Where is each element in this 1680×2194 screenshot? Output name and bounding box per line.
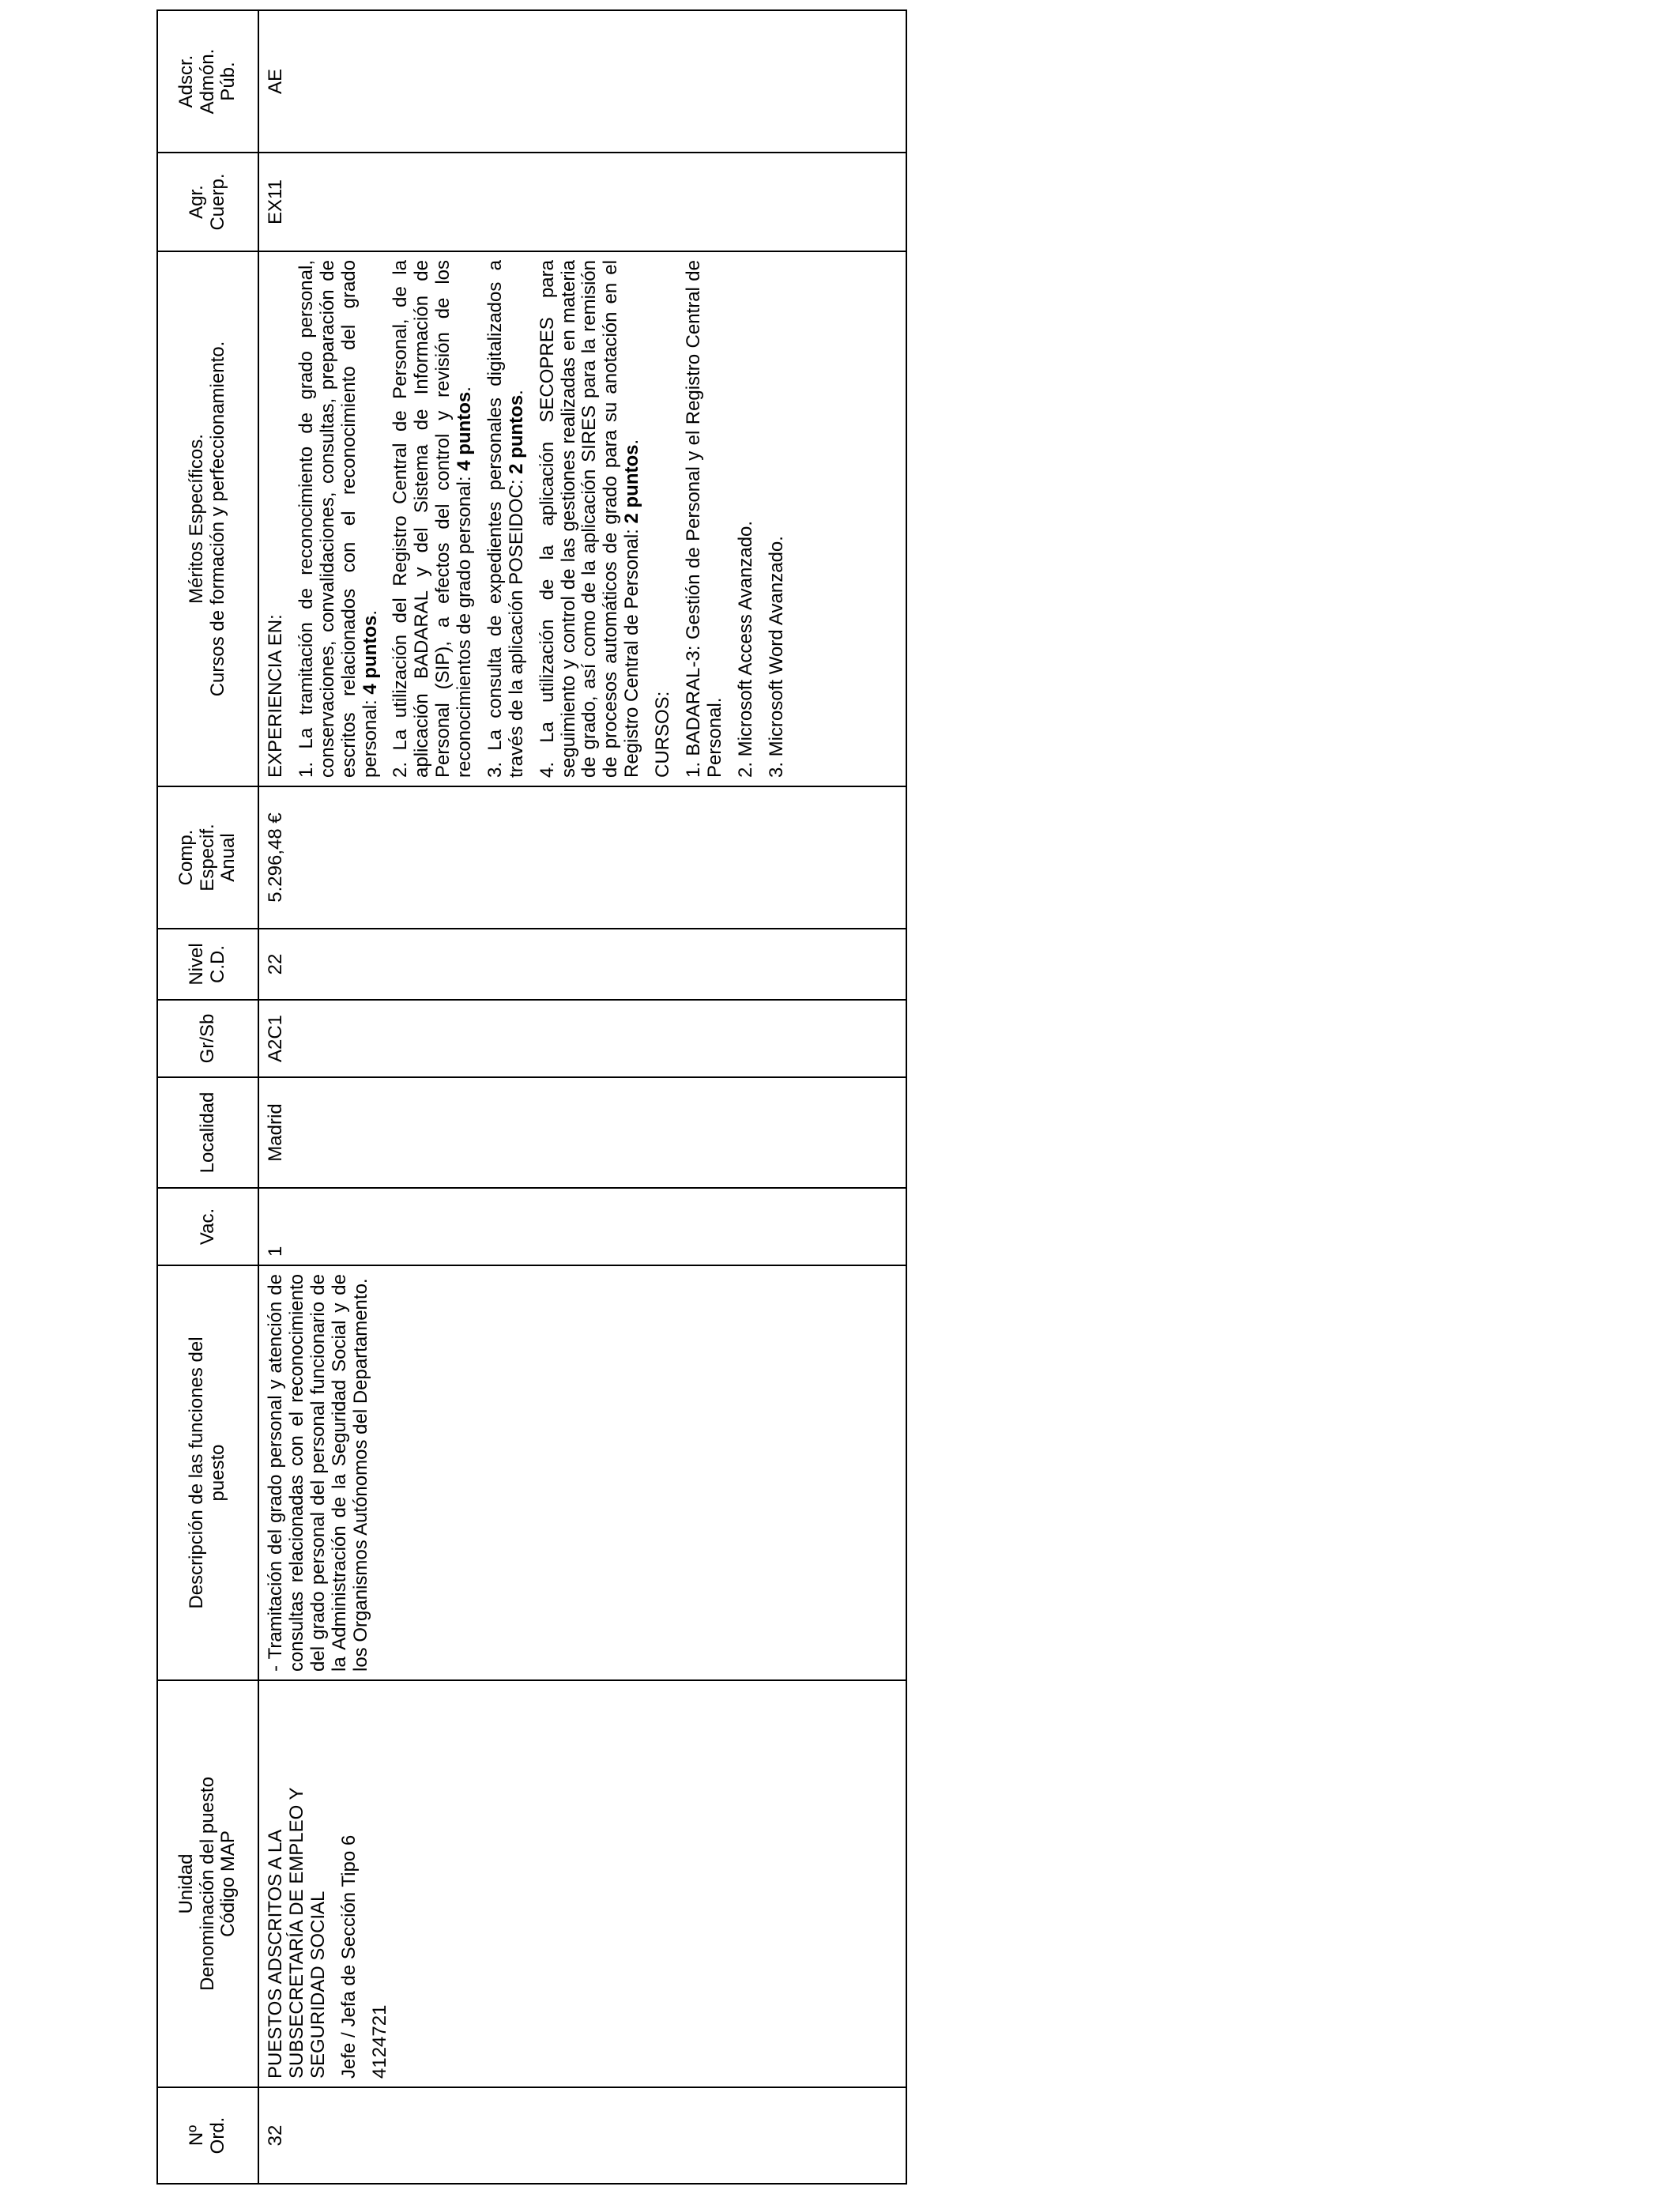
points-2: 4 puntos (454, 391, 475, 471)
points-1: 4 puntos (359, 615, 381, 695)
points-4: 2 puntos (621, 444, 643, 524)
table-row (258, 10, 906, 2184)
cell-descripcion: - Tramitación del grado personal y atención de consultas relacionadas con el reconocimiento del grado personal del personal funcionario de la Administración de la Seguridad Social y de los Organismos Autónomos del Departamento. (258, 1265, 906, 1680)
cell-adscr: AE (258, 10, 906, 153)
cell-vac: 1 (258, 1188, 906, 1265)
cell-meritos (258, 251, 906, 786)
header-comp: Comp. Especif. Anual (157, 786, 258, 929)
experiencia-item-4: 4. La utilización de la aplicación SECOPRES para seguimiento y control de las gestiones realizadas en materia de grado, así como de la aplicación SIRES para la remisión de procesos automáticos de grado para su anotación en el Registro Central de Personal: 2 puntos. (536, 260, 643, 778)
experiencia-item-3: 3. La consulta de expedientes personales digitalizados a través de la aplicación POSEIDOC: 2 puntos. (484, 260, 527, 778)
curso-item-2: 2. Microsoft Access Avanzado. (734, 520, 756, 778)
cell-grsb: A2C1 (258, 1000, 906, 1077)
experiencia-item-1: 1. La tramitación de reconocimiento de grado personal, conservaciones, convalidaciones, consultas, preparación de escritos relacionados con el reconocimiento del grado personal: 4 puntos. (295, 260, 381, 778)
points-3: 2 puntos (505, 394, 527, 474)
cell-localidad: Madrid (258, 1077, 906, 1188)
cell-nivel: 22 (258, 929, 906, 1000)
denominacion: Jefe / Jefa de Sección Tipo 6 (337, 1834, 360, 2079)
header-unidad: Unidad Denominación del puesto Código MAP (157, 1680, 258, 2087)
curso-item-3: 3. Microsoft Word Avanzado. (765, 536, 787, 778)
unidad-name: PUESTOS ADSCRITOS A LA SUBSECRETARÍA DE EMPLEO Y SEGURIDAD SOCIAL (265, 1787, 329, 2079)
codigo-map: 4124721 (368, 2004, 390, 2079)
cell-comp: 5.296,48 € (258, 786, 906, 929)
job-posting-table (156, 9, 907, 2185)
header-grsb: Gr/Sb (157, 1000, 258, 1077)
cell-agr: EX11 (258, 153, 906, 251)
header-adscr: Adscr. Admón. Púb. (157, 10, 258, 153)
header-descripcion: Descripción de las funciones del puesto (157, 1265, 258, 1680)
curso-item-1: 1. BADARAL-3: Gestión de Personal y el Registro Central de Personal. (682, 260, 725, 778)
header-ord: Nº Ord. (157, 2087, 258, 2184)
header-localidad: Localidad (157, 1077, 258, 1188)
header-vac: Vac. (157, 1188, 258, 1265)
experiencia-title: EXPERIENCIA EN: (265, 614, 286, 778)
header-agr: Agr. Cuerp. (157, 153, 258, 251)
rotated-page (156, 11, 907, 2185)
experiencia-item-2: 2. La utilización del Registro Central de Personal, de la aplicación BADARAL y del Sistema de Información de Personal (SIP), a efectos del control y revisión de los reconocimientos de grado personal: 4 puntos. (390, 260, 475, 778)
cell-unidad (258, 1680, 906, 2087)
header-nivel: Nivel C.D. (157, 929, 258, 1000)
cursos-title: CURSOS: (652, 691, 673, 778)
header-meritos: Méritos Específicos. Cursos de formación y perfeccionamiento. (157, 251, 258, 786)
header-row (157, 10, 258, 2184)
cell-ord: 32 (258, 2087, 906, 2184)
